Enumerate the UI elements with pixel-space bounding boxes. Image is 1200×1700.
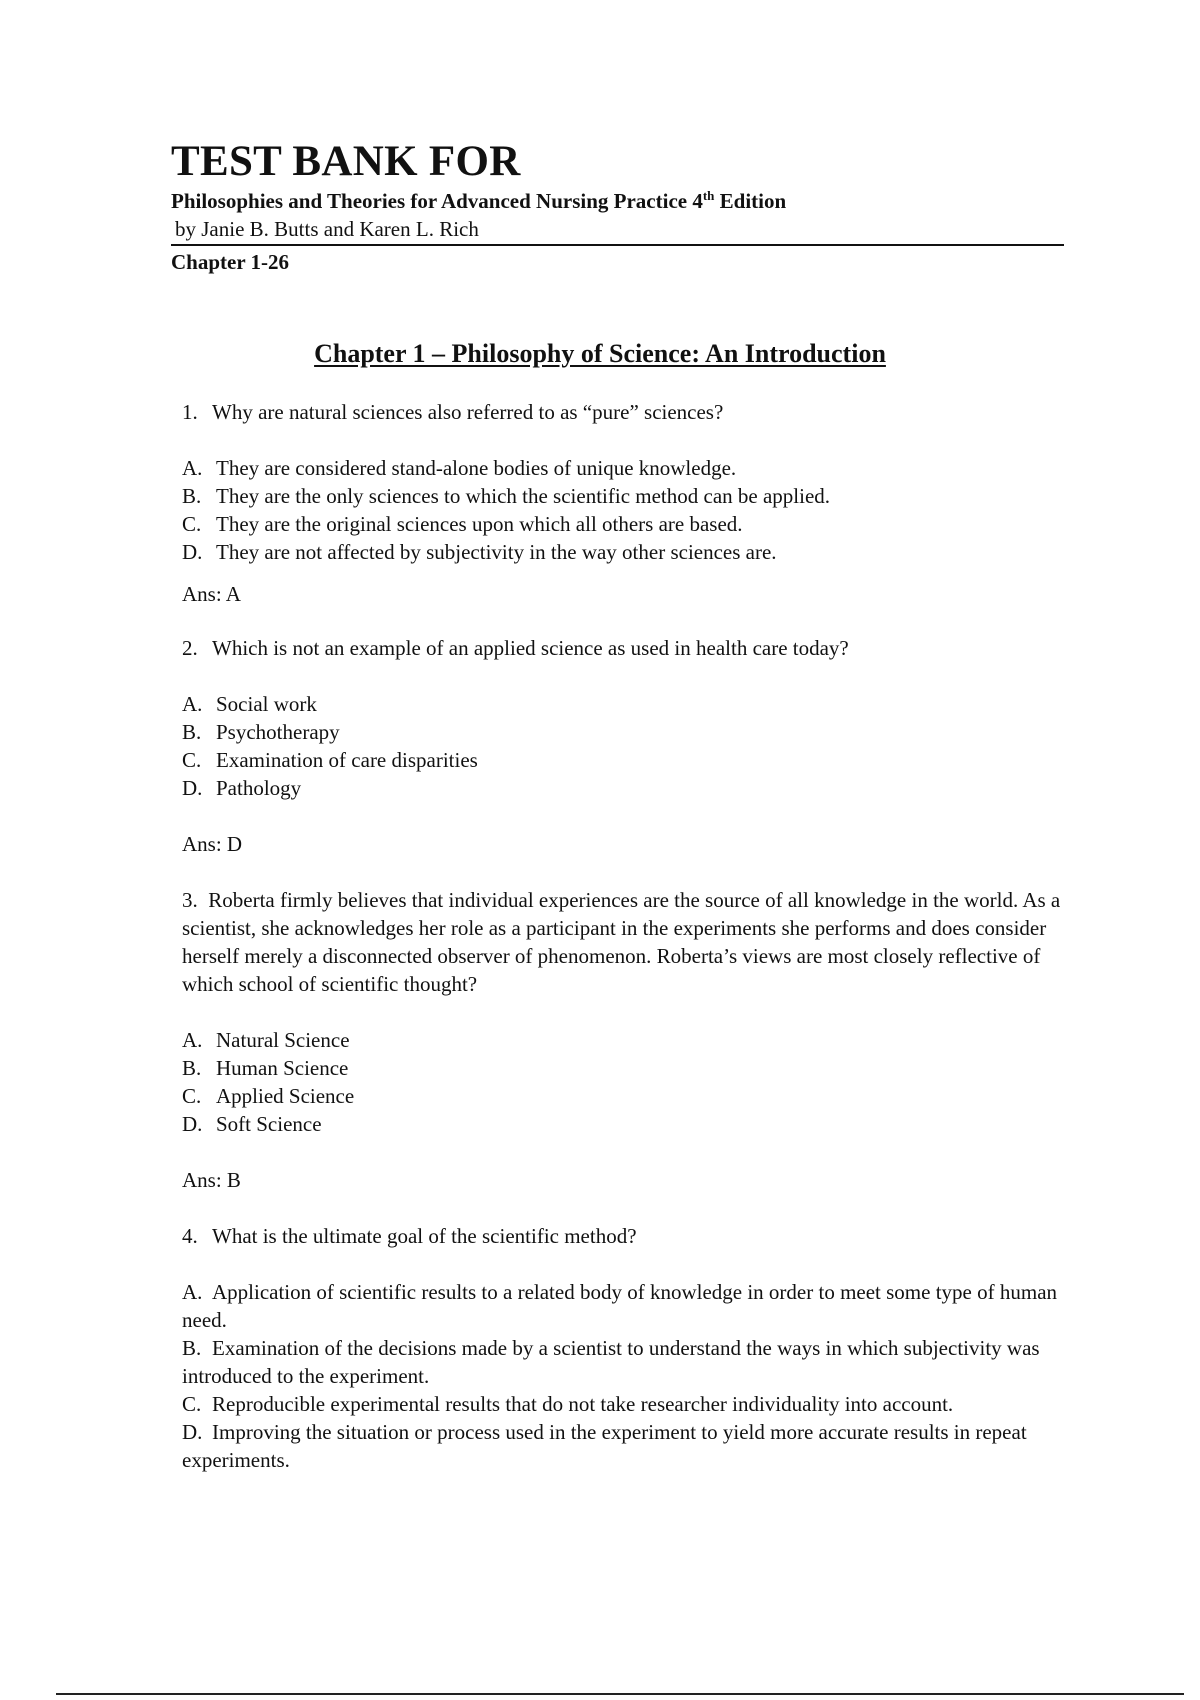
option-d — [182, 1418, 1080, 1474]
option-letter: C. — [182, 512, 202, 536]
answer-options — [182, 454, 1082, 566]
answer-key: Ans: B — [182, 1168, 241, 1192]
option-text: Applied Science — [216, 1084, 355, 1108]
option-c — [182, 1390, 1080, 1418]
option-a — [182, 690, 1082, 718]
answer-key: Ans: D — [182, 832, 243, 856]
option-letter: D. — [182, 776, 203, 800]
question-stem — [182, 886, 1080, 998]
option-d — [182, 1110, 1080, 1138]
option-letter: B. — [182, 484, 202, 508]
option-letter: B. — [182, 720, 202, 744]
option-letter: A. — [182, 456, 203, 480]
option-text: They are not affected by subjectivity in the way other sciences are. — [216, 540, 777, 564]
chapter-range: Chapter 1-26 — [171, 250, 290, 274]
option-b — [182, 1334, 1080, 1390]
option-letter: A. — [182, 1028, 203, 1052]
option-letter: B. — [182, 1336, 202, 1360]
option-letter: D. — [182, 1112, 203, 1136]
question-number: 2. — [182, 636, 198, 660]
question-text: What is the ultimate goal of the scientific method? — [212, 1224, 637, 1248]
option-text: Social work — [216, 692, 317, 716]
question-stem — [182, 1222, 1080, 1250]
option-letter: D. — [182, 1420, 203, 1444]
option-text: Human Science — [216, 1056, 349, 1080]
option-text: Examination of the decisions made by a scientist to understand the ways in which subjectivity was introduced to the experiment. — [182, 1336, 1040, 1388]
option-text: Reproducible experimental results that do not take researcher individuality into account. — [212, 1392, 954, 1416]
option-c — [182, 510, 1082, 538]
option-text: Application of scientific results to a related body of knowledge in order to meet some type of human need. — [182, 1280, 1058, 1332]
question-3 — [182, 886, 1080, 1194]
option-text: Improving the situation or process used in the experiment to yield more accurate results in repeat experiments. — [182, 1420, 1027, 1472]
option-b — [182, 1054, 1080, 1082]
book-title — [171, 188, 786, 214]
question-number: 4. — [182, 1224, 198, 1248]
question-number: 3. — [182, 888, 198, 912]
header-divider — [171, 244, 1064, 246]
option-text: Natural Science — [216, 1028, 350, 1052]
question-text: Roberta firmly believes that individual experiences are the source of all knowledge in the world. As a scientist, she acknowledges her role as a participant in the experiments she performs and does consider herself merely a disconnected observer of phenomenon. Roberta’s views are most closely reflective of which school of scientific thought? — [182, 888, 1061, 996]
question-number: 1. — [182, 400, 198, 424]
option-letter: A. — [182, 692, 203, 716]
question-stem — [182, 398, 1082, 426]
question-text: Which is not an example of an applied science as used in health care today? — [212, 636, 849, 660]
answer-options — [182, 1278, 1080, 1474]
option-b — [182, 482, 1082, 510]
question-1 — [182, 398, 1082, 608]
book-title-main: Philosophies and Theories for Advanced Nursing Practice 4 — [171, 189, 703, 213]
option-text: Pathology — [216, 776, 302, 800]
question-stem — [182, 634, 1082, 662]
option-d — [182, 774, 1082, 802]
option-c — [182, 746, 1082, 774]
question-4 — [182, 1222, 1080, 1474]
edition-superscript: th — [702, 188, 715, 203]
option-letter: A. — [182, 1280, 203, 1304]
option-letter: B. — [182, 1056, 202, 1080]
footer-divider — [56, 1693, 1184, 1695]
chapter-heading — [0, 338, 1200, 370]
option-a — [182, 1278, 1080, 1334]
document-title: TEST BANK FOR — [171, 138, 521, 185]
question-text: Why are natural sciences also referred to as “pure” sciences? — [212, 400, 724, 424]
question-2 — [182, 634, 1082, 858]
option-b — [182, 718, 1082, 746]
answer-options — [182, 1026, 1080, 1138]
option-text: They are the original sciences upon which all others are based. — [216, 512, 743, 536]
chapter-heading-text: Chapter 1 – Philosophy of Science: An Introduction — [314, 339, 886, 368]
option-letter: C. — [182, 748, 202, 772]
option-text: They are considered stand-alone bodies of unique knowledge. — [216, 456, 737, 480]
answer-key: Ans: A — [182, 582, 241, 606]
option-letter: C. — [182, 1084, 202, 1108]
option-text: Examination of care disparities — [216, 748, 478, 772]
option-letter: D. — [182, 540, 203, 564]
answer-options — [182, 690, 1082, 802]
authors-line: by Janie B. Butts and Karen L. Rich — [175, 217, 479, 241]
option-letter: C. — [182, 1392, 202, 1416]
option-text: Soft Science — [216, 1112, 322, 1136]
option-text: They are the only sciences to which the scientific method can be applied. — [216, 484, 831, 508]
book-title-edition: Edition — [714, 189, 787, 213]
option-d — [182, 538, 1082, 566]
option-c — [182, 1082, 1080, 1110]
option-a — [182, 454, 1082, 482]
option-text: Psychotherapy — [216, 720, 340, 744]
option-a — [182, 1026, 1080, 1054]
